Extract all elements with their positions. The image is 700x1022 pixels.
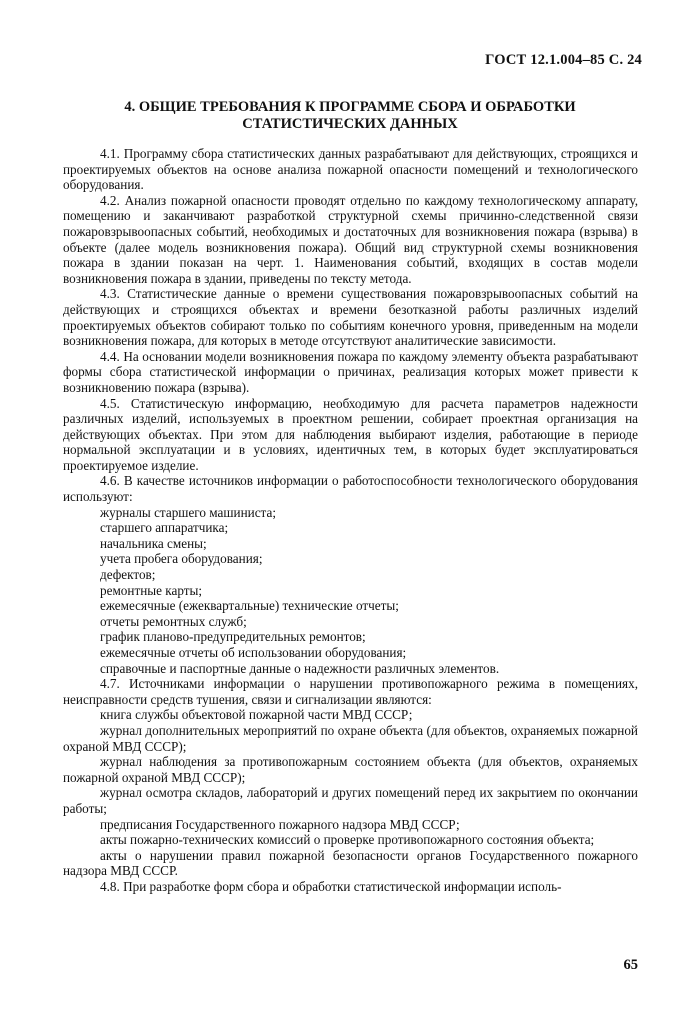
list-item: отчеты ремонтных служб; [100,613,247,629]
paragraph-4-8: 4.8. При разработке форм сбора и обработки статистической информации исполь- [100,878,562,894]
paragraph-4-3: 4.3. Статистические данные о времени существования пожаровзрывоопасных событий на действующих и строящихся объектах и времени безотказной работы различных изделий проектируемых объектов собирают только по событиям конечного уровня, приведенным на модели возникновения пожара, для которых в методе отсутствуют аналитические зависимости. [63,286,638,349]
sources-list-4-6 [63,505,638,677]
list-item: журналы старшего машиниста; [100,504,276,520]
page-number: 65 [623,957,638,973]
list-item: начальника смены; [100,535,207,551]
section-title-line-2: СТАТИСТИЧЕСКИХ ДАННЫХ [242,116,458,132]
paragraph-4-2: 4.2. Анализ пожарной опасности проводят отдельно по каждому технологическому аппарату, помещению и заканчивают разработкой структурной схемы причинно-следственной связи пожаровзрывоопасных событий, необходимых и достаточных для возникновения пожара (взрыва) в объекте (далее модель возникновения пожара). Общий вид структурной схемы возникновения пожара в здании показан на черт. 1. Наименования событий, входящих в состав модели возникновения пожара в здании, приведены по тексту метода. [63,192,638,286]
list-item: акты о нарушении правил пожарной безопасности органов Государственного пожарного надзора МВД СССР. [63,847,638,879]
list-item: журнал осмотра складов, лабораторий и других помещений перед их закрытием по окончании работы; [63,785,638,816]
standard-header: ГОСТ 12.1.004–85 С. 24 [485,52,642,68]
paragraph-4-4: 4.4. На основании модели возникновения пожара по каждому элементу объекта разрабатывают формы сбора статистической информации о причинах, реализация которых может привести к возникновению пожара (взрыва). [63,348,638,395]
list-item: книга службы объектовой пожарной части МВД СССР; [100,707,413,723]
list-item: старшего аппаратчика; [100,520,229,536]
list-item: график планово-предупредительных ремонтов; [100,629,366,645]
list-item: учета пробега оборудования; [100,551,263,567]
list-item: ежемесячные отчеты об использовании оборудования; [100,645,407,660]
list-item: ежемесячные (ежеквартальные) технические отчеты; [100,598,399,614]
list-item: дефектов; [100,567,156,583]
paragraph-4-1: 4.1. Программу сбора статистических данных разрабатывают для действующих, строящихся и проектируемых объектов на основе анализа пожарной опасности помещений и технологического оборудования. [63,146,638,193]
body-text [63,146,638,895]
list-item: акты пожарно-технических комиссий о проверке противопожарного состояния объекта; [100,832,595,848]
list-item: предписания Государственного пожарного надзора МВД СССР; [100,816,460,832]
section-title [90,99,610,133]
paragraph-4-5: 4.5. Статистическую информацию, необходимую для расчета параметров надежности различных изделий, используемых в проектном решении, собирает проектная организация на действующих объектах. При этом для наблюдения выбирают изделия, работающие в периоде нормальной эксплуатации и в условиях, идентичных тем, в которых будет эксплуатироваться проектируемое изделие. [63,395,638,473]
list-item: журнал дополнительных мероприятий по охране объекта (для объектов, охраняемых пожарной охраной МВД СССР); [63,722,638,754]
section-title-line-1: 4. ОБЩИЕ ТРЕБОВАНИЯ К ПРОГРАММЕ СБОРА И ОБРАБОТКИ [124,99,576,115]
paragraph-4-7: 4.7. Источниками информации о нарушении противопожарного режима в помещениях, неисправности средств тушения, связи и сигнализации являются: [63,676,638,707]
paragraph-4-6: 4.6. В качестве источников информации о работоспособности технологического оборудования используют: [63,473,638,505]
list-item: журнал наблюдения за противопожарным состоянием объекта (для объектов, охраняемых пожарной охраной МВД СССР); [63,754,638,785]
list-item: справочные и паспортные данные о надежности различных элементов. [100,660,500,676]
list-item: ремонтные карты; [100,582,203,598]
